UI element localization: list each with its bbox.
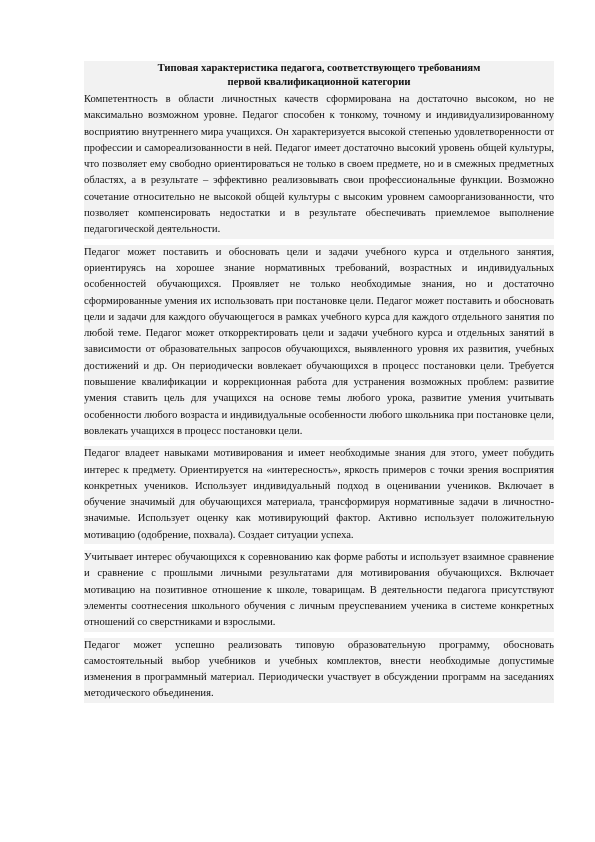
document-title: [84, 61, 554, 92]
paragraph-competition: Учитывает интерес обучающихся к соревнованию как форме работы и использует взаимное сравнение и сравнение с прошлыми личными результатами для мотивирования обучающихся. Включает мотивацию на позитивное отношение к школе, товарищам. В деятельности педагога присутствуют элементы соотнесения школьного обучения с личным преуспеванием ученика в системе конкретных отношений со сверстниками и взрослыми.: [84, 550, 554, 631]
paragraph-motivation: Педагог владеет навыками мотивирования и имеет необходимые знания для этого, умеет побудить интерес к предмету. Ориентируется на «интересность», яркость примеров с точки зрения восприятия конкретных учеников. Использует индивидуальный подход в оценивании учеников. Включает в обучение значимый для обучающихся материала, трансформируя нормативные задачи в личностно- значимые. Использует оценку как мотивирующий фактор. Активно использует положительную мотивацию (одобрение, похвала). Создает ситуации успеха.: [84, 446, 554, 544]
title-line-1: Типовая характеристика педагога, соответствующего требованиям: [157, 63, 481, 74]
paragraph-goal-setting: Педагог может поставить и обосновать цели и задачи учебного курса и отдельного занятия, ориентируясь на хорошее знание нормативных требований, возрастных и индивидуальных особенностей обучающихся. Проявляет не только необходимые знания, но и достаточно сформированные умения их использовать при постановке цели. Педагог может поставить и обосновать цели и задачи для каждого обучающегося в рамках учебного курса для каждого отдельного занятия по любой теме. Педагог может откорректировать цели и задачи учебного курса и отдельных занятий в зависимости от образовательных запросов обучающихся, выявленного уровня их развития, учебных достижений и др. Он периодически вовлекает обучающихся в процесс постановки цели. Требуется повышение квалификации и коррекционная работа для устранения возможных проблем: развитие умения ставить цель для учащихся на основе темы любого урока, развитие умения учитывать особенности любого возраста и индивидуальные особенности любого школьника при постановке цели, вовлекать учащихся в процесс постановки цели.: [84, 245, 554, 441]
paragraph-personal-qualities: Компетентность в области личностных качеств сформирована на достаточно высоком, но не максимально возможном уровне. Педагог способен к тонкому, точному и индивидуализированному восприятию внутреннего мира учащихся. Он характеризуется высокой степенью удовлетворенности от профессии и самореализованности в ней. Педагог имеет достаточно высокий уровень общей культуры, что позволяет ему свободно ориентироваться не только в своем предмете, но и в смежных предметных областях, а в результате – эффективно реализовывать свои профессиональные функции. Возможно сочетание относительно не высокой общей культуры с высоким уровнем самоорганизованности, что позволяет компенсировать недостатки и в результате обеспечивать приемлемое выполнение педагогической деятельности.: [84, 92, 554, 239]
document-content: [84, 61, 554, 703]
paragraph-programs: Педагог может успешно реализовать типовую образовательную программу, обосновать самостоятельный выбор учебников и учебных комплектов, внести необходимые допустимые изменения в программный материал. Периодически участвует в обсуждении программ на заседаниях методического объединения.: [84, 638, 554, 703]
title-line-2: первой квалификационной категории: [227, 77, 411, 88]
